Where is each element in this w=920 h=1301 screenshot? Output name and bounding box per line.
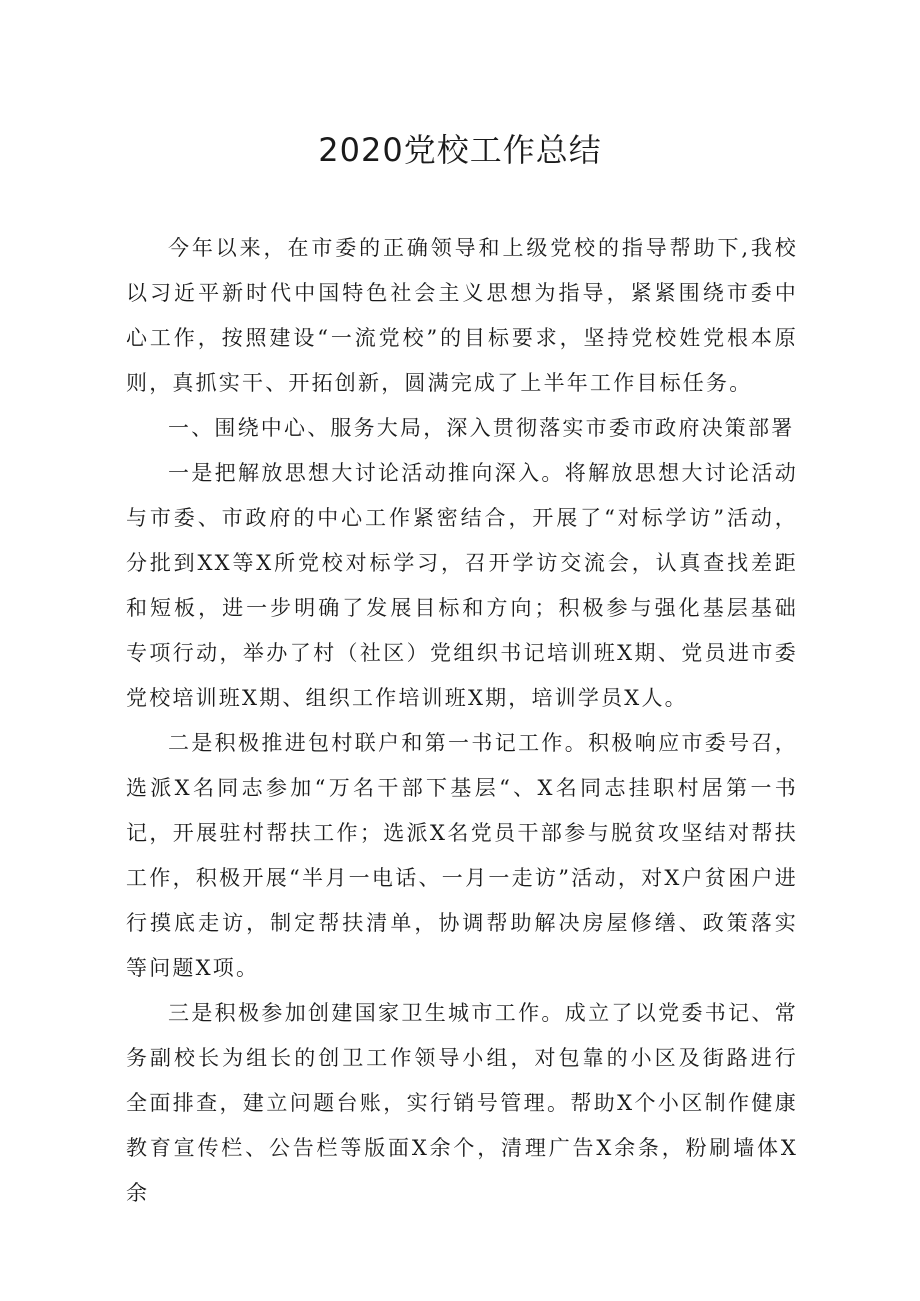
paragraph-item-3: 三是积极参加创建国家卫生城市工作。成立了以党委书记、常务副校长为组长的创卫工作领导小组，对包靠的小区及街路进行全面排查，建立问题台账，实行销号管理。帮助X个小区制作健康教育宣传栏、公告栏等版面X余个，清理广告X余条，粉刷墙体X余 — [126, 1001, 798, 1205]
paragraph-item-1: 一是把解放思想大讨论活动推向深入。将解放思想大讨论活动与市委、市政府的中心工作紧密结合，开展了“对标学访”活动，分批到XX等X所党校对标学习，召开学访交流会，认真查找差距和短板，进一步明确了发展目标和方向；积极参与强化基层基础专项行动，举办了村（社区）党组织书记培训班X期、党员进市委党校培训班X期、组织工作培训班X期，培训学员X人。 — [126, 461, 798, 710]
paragraph-intro: 今年以来，在市委的正确领导和上级党校的指导帮助下,我校以习近平新时代中国特色社会主义思想为指导，紧紧围绕市委中心工作，按照建设“一流党校”的目标要求，坚持党校姓党根本原则，真抓实干、开拓创新，圆满完成了上半年工作目标任务。 — [126, 236, 798, 395]
section-heading-1: 一、围绕中心、服务大局，深入贯彻落实市委市政府决策部署 — [168, 416, 795, 440]
document-body — [126, 226, 798, 1216]
paragraph-item-2: 二是积极推进包村联户和第一书记工作。积极响应市委号召，选派X名同志参加“万名干部下基层“、X名同志挂职村居第一书记，开展驻村帮扶工作；选派X名党员干部参与脱贫攻坚结对帮扶工作，积极开展“半月一电话、一月一走访”活动，对X户贫困户进行摸底走访，制定帮扶清单，协调帮助解决房屋修缮、政策落实等问题X项。 — [126, 731, 798, 980]
document-title: 2020党校工作总结 — [318, 131, 602, 169]
